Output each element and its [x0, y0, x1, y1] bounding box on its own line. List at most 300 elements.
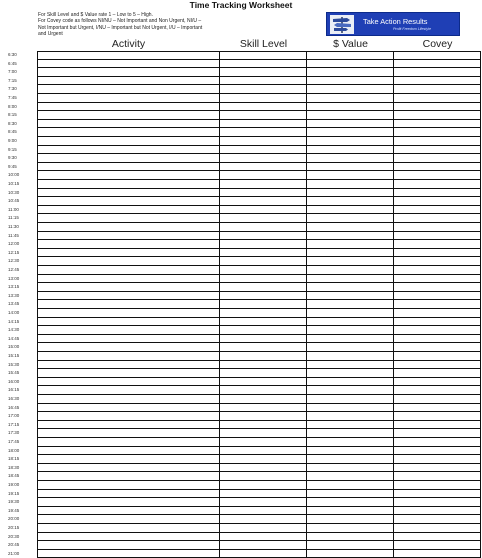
value-cell[interactable]: [307, 447, 394, 456]
table-row: [0, 412, 482, 421]
activity-cell[interactable]: [37, 257, 220, 266]
activity-cell[interactable]: [37, 77, 220, 86]
covey-cell[interactable]: [394, 481, 481, 490]
value-cell[interactable]: [307, 283, 394, 292]
covey-cell[interactable]: [394, 275, 481, 284]
value-cell[interactable]: [307, 412, 394, 421]
skill-level-cell[interactable]: [220, 257, 307, 266]
activity-cell[interactable]: [37, 214, 220, 223]
table-row: [0, 60, 482, 69]
skill-level-cell[interactable]: [220, 455, 307, 464]
value-cell[interactable]: [307, 171, 394, 180]
column-header-activity: Activity: [111, 38, 146, 50]
table-row: [0, 447, 482, 456]
time-label: 16:45: [8, 404, 20, 410]
table-row: [0, 163, 482, 172]
covey-cell[interactable]: [394, 180, 481, 189]
table-row: [0, 266, 482, 275]
value-cell[interactable]: [307, 378, 394, 387]
instructions: [38, 12, 328, 37]
value-cell[interactable]: [307, 507, 394, 516]
table-row: [0, 429, 482, 438]
table-row: [0, 77, 482, 86]
skill-level-cell[interactable]: [220, 146, 307, 155]
skill-level-cell[interactable]: [220, 60, 307, 69]
covey-cell[interactable]: [394, 361, 481, 370]
skill-level-cell[interactable]: [220, 137, 307, 146]
value-cell[interactable]: [307, 68, 394, 77]
covey-cell[interactable]: [394, 94, 481, 103]
skill-level-cell[interactable]: [220, 472, 307, 481]
time-label: 17:15: [8, 421, 20, 427]
skill-level-cell[interactable]: [220, 249, 307, 258]
table-row: [0, 455, 482, 464]
activity-cell[interactable]: [37, 163, 220, 172]
covey-cell[interactable]: [394, 533, 481, 542]
covey-cell[interactable]: [394, 464, 481, 473]
time-label: 9:30: [8, 155, 17, 161]
value-cell[interactable]: [307, 197, 394, 206]
covey-cell[interactable]: [394, 171, 481, 180]
value-cell[interactable]: [307, 111, 394, 120]
activity-cell[interactable]: [37, 326, 220, 335]
table-row: [0, 481, 482, 490]
skill-level-cell[interactable]: [220, 154, 307, 163]
value-cell[interactable]: [307, 421, 394, 430]
covey-cell[interactable]: [394, 68, 481, 77]
table-row: [0, 214, 482, 223]
value-cell[interactable]: [307, 335, 394, 344]
activity-cell[interactable]: [37, 447, 220, 456]
activity-cell[interactable]: [37, 455, 220, 464]
skill-level-cell[interactable]: [220, 189, 307, 198]
covey-cell[interactable]: [394, 60, 481, 69]
activity-cell[interactable]: [37, 146, 220, 155]
covey-cell[interactable]: [394, 438, 481, 447]
activity-cell[interactable]: [37, 300, 220, 309]
skill-level-cell[interactable]: [220, 128, 307, 137]
covey-cell[interactable]: [394, 163, 481, 172]
skill-level-cell[interactable]: [220, 292, 307, 301]
covey-cell[interactable]: [394, 395, 481, 404]
value-cell[interactable]: [307, 60, 394, 69]
covey-cell[interactable]: [394, 429, 481, 438]
value-cell[interactable]: [307, 455, 394, 464]
covey-cell[interactable]: [394, 51, 481, 60]
time-label: 17:45: [8, 439, 20, 444]
skill-level-cell[interactable]: [220, 326, 307, 335]
value-cell[interactable]: [307, 361, 394, 370]
covey-cell[interactable]: [394, 232, 481, 241]
skill-level-cell[interactable]: [220, 223, 307, 232]
activity-cell[interactable]: [37, 412, 220, 421]
covey-cell[interactable]: [394, 318, 481, 327]
covey-cell[interactable]: [394, 490, 481, 499]
value-cell[interactable]: [307, 352, 394, 361]
covey-cell[interactable]: [394, 266, 481, 275]
skill-level-cell[interactable]: [220, 498, 307, 507]
value-cell[interactable]: [307, 240, 394, 249]
covey-cell[interactable]: [394, 240, 481, 249]
instruction-line: Not Important but Urgent, I/NU – Important but Not Urgent, I/U – Important: [38, 24, 203, 31]
skill-level-cell[interactable]: [220, 309, 307, 318]
value-cell[interactable]: [307, 472, 394, 481]
covey-cell[interactable]: [394, 352, 481, 361]
covey-cell[interactable]: [394, 206, 481, 215]
activity-cell[interactable]: [37, 343, 220, 352]
skill-level-cell[interactable]: [220, 386, 307, 395]
skill-level-cell[interactable]: [220, 94, 307, 103]
covey-cell[interactable]: [394, 77, 481, 86]
activity-cell[interactable]: [37, 309, 220, 318]
skill-level-cell[interactable]: [220, 541, 307, 550]
activity-cell[interactable]: [37, 120, 220, 129]
skill-level-cell[interactable]: [220, 447, 307, 456]
time-label: 11:15: [8, 215, 19, 221]
covey-cell[interactable]: [394, 197, 481, 206]
value-cell[interactable]: [307, 292, 394, 301]
value-cell[interactable]: [307, 326, 394, 335]
time-label: 13:45: [8, 301, 20, 307]
activity-cell[interactable]: [37, 85, 220, 94]
time-label: 9:00: [8, 138, 17, 143]
table-row: [0, 498, 482, 507]
covey-cell[interactable]: [394, 447, 481, 456]
covey-cell[interactable]: [394, 214, 481, 223]
activity-cell[interactable]: [37, 232, 220, 241]
time-label: 10:30: [8, 189, 20, 195]
covey-cell[interactable]: [394, 249, 481, 258]
time-label: 14:45: [8, 335, 20, 341]
activity-cell[interactable]: [37, 361, 220, 370]
value-cell[interactable]: [307, 395, 394, 404]
value-cell[interactable]: [307, 369, 394, 378]
skill-level-cell[interactable]: [220, 214, 307, 223]
activity-cell[interactable]: [37, 103, 220, 112]
activity-cell[interactable]: [37, 352, 220, 361]
activity-cell[interactable]: [37, 472, 220, 481]
value-cell[interactable]: [307, 85, 394, 94]
time-label: 7:15: [8, 77, 17, 83]
skill-level-cell[interactable]: [220, 197, 307, 206]
activity-cell[interactable]: [37, 421, 220, 430]
skill-level-cell[interactable]: [220, 352, 307, 361]
covey-cell[interactable]: [394, 343, 481, 352]
covey-cell[interactable]: [394, 412, 481, 421]
value-cell[interactable]: [307, 533, 394, 542]
value-cell[interactable]: [307, 103, 394, 112]
time-label: 17:00: [8, 413, 20, 419]
skill-level-cell[interactable]: [220, 111, 307, 120]
activity-cell[interactable]: [37, 318, 220, 327]
skill-level-cell[interactable]: [220, 206, 307, 215]
time-label: 19:00: [8, 482, 20, 487]
value-cell[interactable]: [307, 77, 394, 86]
value-cell[interactable]: [307, 232, 394, 241]
activity-cell[interactable]: [37, 335, 220, 344]
covey-cell[interactable]: [394, 498, 481, 507]
skill-level-cell[interactable]: [220, 378, 307, 387]
covey-cell[interactable]: [394, 507, 481, 516]
skill-level-cell[interactable]: [220, 404, 307, 413]
skill-level-cell[interactable]: [220, 77, 307, 86]
covey-cell[interactable]: [394, 524, 481, 533]
value-cell[interactable]: [307, 343, 394, 352]
activity-cell[interactable]: [37, 240, 220, 249]
table-row: [0, 361, 482, 370]
table-row: [0, 300, 482, 309]
covey-cell[interactable]: [394, 455, 481, 464]
value-cell[interactable]: [307, 189, 394, 198]
worksheet-title: Time Tracking Worksheet: [189, 0, 293, 10]
covey-cell[interactable]: [394, 137, 481, 146]
table-row: [0, 533, 482, 542]
activity-cell[interactable]: [37, 189, 220, 198]
table-row: [0, 541, 482, 550]
table-row: [0, 326, 482, 335]
value-cell[interactable]: [307, 498, 394, 507]
skill-level-cell[interactable]: [220, 464, 307, 473]
value-cell[interactable]: [307, 154, 394, 163]
skill-level-cell[interactable]: [220, 120, 307, 129]
activity-cell[interactable]: [37, 438, 220, 447]
covey-cell[interactable]: [394, 404, 481, 413]
time-label: 20:45: [8, 542, 20, 548]
skill-level-cell[interactable]: [220, 550, 307, 558]
skill-level-cell[interactable]: [220, 507, 307, 516]
skill-level-cell[interactable]: [220, 68, 307, 77]
activity-cell[interactable]: [37, 223, 220, 232]
skill-level-cell[interactable]: [220, 343, 307, 352]
skill-level-cell[interactable]: [220, 318, 307, 327]
table-row: [0, 309, 482, 318]
activity-cell[interactable]: [37, 507, 220, 516]
covey-cell[interactable]: [394, 128, 481, 137]
table-row: [0, 318, 482, 327]
value-cell[interactable]: [307, 206, 394, 215]
activity-cell[interactable]: [37, 378, 220, 387]
activity-cell[interactable]: [37, 404, 220, 413]
skill-level-cell[interactable]: [220, 490, 307, 499]
activity-cell[interactable]: [37, 171, 220, 180]
time-label: 19:15: [8, 490, 20, 496]
skill-level-cell[interactable]: [220, 421, 307, 430]
skill-level-cell[interactable]: [220, 51, 307, 60]
time-label: 8:30: [8, 120, 17, 126]
activity-cell[interactable]: [37, 60, 220, 69]
value-cell[interactable]: [307, 550, 394, 558]
covey-cell[interactable]: [394, 369, 481, 378]
skill-level-cell[interactable]: [220, 369, 307, 378]
activity-cell[interactable]: [37, 429, 220, 438]
time-label: 14:15: [8, 318, 20, 324]
value-cell[interactable]: [307, 137, 394, 146]
covey-cell[interactable]: [394, 103, 481, 112]
covey-cell[interactable]: [394, 550, 481, 558]
covey-cell[interactable]: [394, 378, 481, 387]
skill-level-cell[interactable]: [220, 275, 307, 284]
table-row: [0, 404, 482, 413]
activity-cell[interactable]: [37, 51, 220, 60]
covey-cell[interactable]: [394, 120, 481, 129]
value-cell[interactable]: [307, 94, 394, 103]
covey-cell[interactable]: [394, 283, 481, 292]
value-cell[interactable]: [307, 541, 394, 550]
time-label: 6:45: [8, 60, 17, 66]
skill-level-cell[interactable]: [220, 103, 307, 112]
value-cell[interactable]: [307, 180, 394, 189]
covey-cell[interactable]: [394, 472, 481, 481]
skill-level-cell[interactable]: [220, 240, 307, 249]
value-cell[interactable]: [307, 481, 394, 490]
table-row: [0, 515, 482, 524]
skill-level-cell[interactable]: [220, 438, 307, 447]
table-row: [0, 335, 482, 344]
skill-level-cell[interactable]: [220, 533, 307, 542]
covey-cell[interactable]: [394, 515, 481, 524]
activity-cell[interactable]: [37, 266, 220, 275]
skill-level-cell[interactable]: [220, 481, 307, 490]
covey-cell[interactable]: [394, 386, 481, 395]
skill-level-cell[interactable]: [220, 180, 307, 189]
activity-cell[interactable]: [37, 94, 220, 103]
skill-level-cell[interactable]: [220, 361, 307, 370]
covey-cell[interactable]: [394, 335, 481, 344]
value-cell[interactable]: [307, 214, 394, 223]
value-cell[interactable]: [307, 120, 394, 129]
table-row: [0, 249, 482, 258]
activity-cell[interactable]: [37, 68, 220, 77]
activity-cell[interactable]: [37, 550, 220, 558]
value-cell[interactable]: [307, 146, 394, 155]
time-label: 14:30: [8, 327, 20, 333]
activity-cell[interactable]: [37, 154, 220, 163]
covey-cell[interactable]: [394, 111, 481, 120]
skill-level-cell[interactable]: [220, 524, 307, 533]
table-row: [0, 524, 482, 533]
time-label: 18:00: [8, 447, 20, 453]
skill-level-cell[interactable]: [220, 85, 307, 94]
value-cell[interactable]: [307, 490, 394, 499]
value-cell[interactable]: [307, 257, 394, 266]
covey-cell[interactable]: [394, 326, 481, 335]
activity-cell[interactable]: [37, 386, 220, 395]
activity-cell[interactable]: [37, 524, 220, 533]
time-label: 6:30: [8, 52, 17, 57]
value-cell[interactable]: [307, 51, 394, 60]
instruction-line: For Covey code as follows NI/NU – Not Important and Non Urgent, NI/U –: [38, 18, 202, 25]
covey-cell[interactable]: [394, 154, 481, 163]
value-cell[interactable]: [307, 275, 394, 284]
value-cell[interactable]: [307, 163, 394, 172]
value-cell[interactable]: [307, 223, 394, 232]
skill-level-cell[interactable]: [220, 283, 307, 292]
covey-cell[interactable]: [394, 85, 481, 94]
covey-cell[interactable]: [394, 146, 481, 155]
value-cell[interactable]: [307, 128, 394, 137]
covey-cell[interactable]: [394, 309, 481, 318]
value-cell[interactable]: [307, 464, 394, 473]
skill-level-cell[interactable]: [220, 266, 307, 275]
activity-cell[interactable]: [37, 180, 220, 189]
activity-cell[interactable]: [37, 533, 220, 542]
time-label: 15:00: [8, 344, 20, 350]
activity-cell[interactable]: [37, 128, 220, 137]
value-cell[interactable]: [307, 429, 394, 438]
time-label: 11:45: [8, 232, 19, 238]
table-row: [0, 240, 482, 249]
value-cell[interactable]: [307, 524, 394, 533]
activity-cell[interactable]: [37, 111, 220, 120]
value-cell[interactable]: [307, 309, 394, 318]
skill-level-cell[interactable]: [220, 232, 307, 241]
value-cell[interactable]: [307, 318, 394, 327]
covey-cell[interactable]: [394, 300, 481, 309]
skill-level-cell[interactable]: [220, 335, 307, 344]
table-row: [0, 421, 482, 430]
table-row: [0, 51, 482, 60]
activity-cell[interactable]: [37, 137, 220, 146]
value-cell[interactable]: [307, 386, 394, 395]
value-cell[interactable]: [307, 404, 394, 413]
covey-cell[interactable]: [394, 292, 481, 301]
time-label: 18:45: [8, 473, 20, 479]
time-label: 7:30: [8, 86, 17, 92]
value-cell[interactable]: [307, 515, 394, 524]
activity-cell[interactable]: [37, 275, 220, 284]
skill-level-cell[interactable]: [220, 300, 307, 309]
value-cell[interactable]: [307, 438, 394, 447]
activity-cell[interactable]: [37, 481, 220, 490]
value-cell[interactable]: [307, 266, 394, 275]
activity-cell[interactable]: [37, 249, 220, 258]
table-row: [0, 438, 482, 447]
skill-level-cell[interactable]: [220, 429, 307, 438]
activity-cell[interactable]: [37, 283, 220, 292]
instruction-line: and Urgent: [38, 30, 63, 37]
covey-cell[interactable]: [394, 189, 481, 198]
time-label: 19:30: [8, 499, 20, 505]
value-cell[interactable]: [307, 300, 394, 309]
skill-level-cell[interactable]: [220, 171, 307, 180]
table-row: [0, 111, 482, 120]
activity-cell[interactable]: [37, 197, 220, 206]
table-row: [0, 550, 482, 558]
activity-cell[interactable]: [37, 206, 220, 215]
activity-cell[interactable]: [37, 464, 220, 473]
covey-cell[interactable]: [394, 257, 481, 266]
activity-cell[interactable]: [37, 395, 220, 404]
value-cell[interactable]: [307, 249, 394, 258]
skill-level-cell[interactable]: [220, 395, 307, 404]
table-row: [0, 180, 482, 189]
skill-level-cell[interactable]: [220, 515, 307, 524]
activity-cell[interactable]: [37, 498, 220, 507]
time-label: 8:00: [8, 103, 17, 109]
activity-cell[interactable]: [37, 292, 220, 301]
activity-cell[interactable]: [37, 369, 220, 378]
covey-cell[interactable]: [394, 421, 481, 430]
activity-cell[interactable]: [37, 515, 220, 524]
activity-cell[interactable]: [37, 541, 220, 550]
skill-level-cell[interactable]: [220, 412, 307, 421]
covey-cell[interactable]: [394, 541, 481, 550]
covey-cell[interactable]: [394, 223, 481, 232]
activity-cell[interactable]: [37, 490, 220, 499]
time-label: 14:00: [8, 310, 20, 315]
skill-level-cell[interactable]: [220, 163, 307, 172]
table-row: [0, 223, 482, 232]
